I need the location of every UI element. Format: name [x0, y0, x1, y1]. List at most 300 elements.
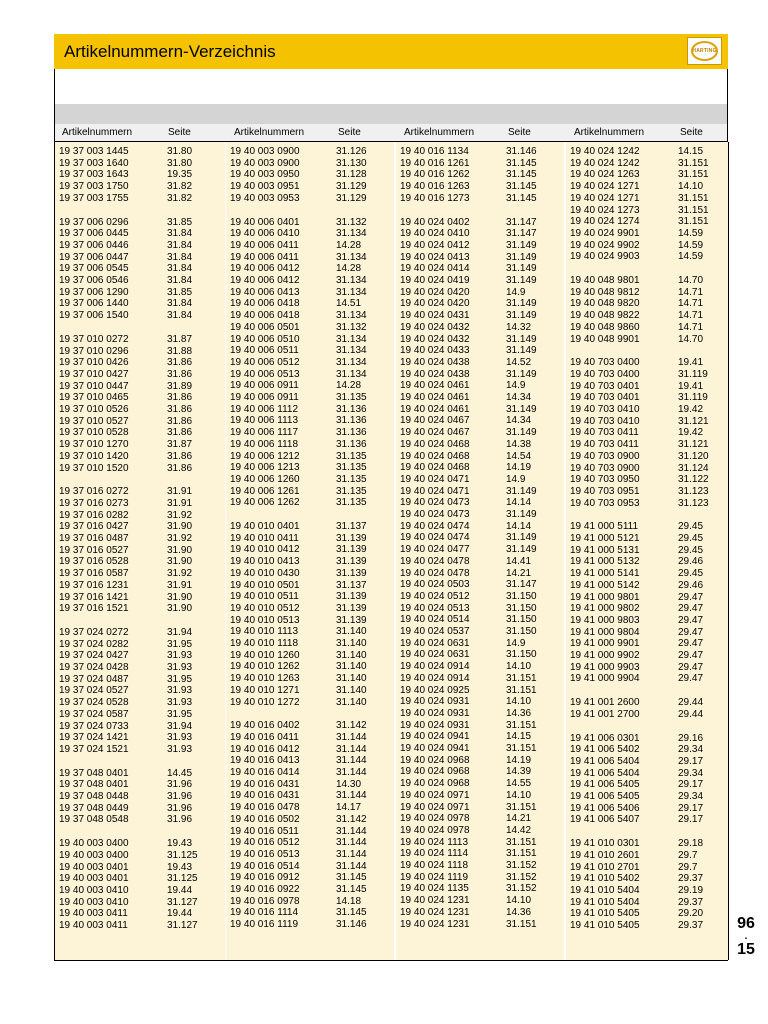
article-number: 19 37 024 0528: [59, 697, 129, 709]
article-number: 19 40 006 0911: [230, 380, 299, 392]
index-row: [226, 322, 394, 334]
article-number: 19 37 010 1420: [59, 450, 129, 462]
index-row: [566, 897, 728, 909]
index-row: [396, 509, 564, 521]
page-reference: 31.134: [336, 286, 367, 298]
article-number: 19 40 010 1113: [230, 626, 299, 638]
index-row: [226, 169, 394, 181]
article-number: 19 40 048 9812: [570, 286, 640, 298]
page-reference: 31.86: [167, 368, 193, 380]
article-number: 19 40 006 1260: [230, 473, 300, 485]
page-reference: 29.45: [678, 544, 704, 556]
page-reference: 31.139: [336, 591, 367, 603]
index-row: [566, 733, 728, 745]
index-row: [396, 919, 564, 931]
article-number: 19 40 006 1117: [230, 427, 299, 439]
page-reference: 19.42: [678, 404, 704, 415]
page-reference: 31.145: [506, 181, 537, 193]
article-number: 19 40 010 1262: [230, 661, 300, 673]
article-number: 19 40 024 0503: [400, 579, 470, 591]
index-row: [566, 673, 728, 685]
index-row: [226, 603, 394, 615]
page-reference: 31.94: [167, 626, 193, 638]
index-row: [566, 216, 728, 228]
page-reference: 31.84: [167, 251, 193, 263]
page-reference: 19.35: [167, 169, 193, 181]
index-row: [566, 205, 728, 217]
page-reference: 14.32: [506, 321, 532, 333]
index-row: [566, 709, 728, 721]
page-reference: 31.84: [167, 228, 193, 240]
page-reference: 31.135: [336, 473, 367, 485]
article-number: 19 40 024 9901: [570, 227, 640, 239]
index-row: [55, 674, 225, 686]
article-number: 19 41 010 5404: [570, 896, 640, 908]
page-reference: 14.14: [506, 520, 532, 532]
article-number: 19 40 006 0411: [230, 251, 299, 263]
index-row: [566, 404, 728, 416]
page-reference: 31.145: [336, 872, 367, 884]
article-number: 19 37 024 0527: [59, 685, 129, 697]
page-reference: 14.9: [506, 286, 526, 298]
index-row: [396, 720, 564, 732]
page-reference: 31.90: [167, 603, 193, 615]
page-reference: 14.51: [336, 298, 362, 310]
article-number: 19 40 024 0971: [400, 789, 470, 801]
index-row: [226, 380, 394, 392]
article-number: 19 40 703 0953: [570, 497, 640, 509]
page-reference: 31.144: [336, 731, 367, 743]
page-reference: 29.45: [678, 533, 704, 544]
page-reference: 14.71: [678, 298, 704, 310]
index-row: [566, 369, 728, 381]
article-number: 19 40 006 0410: [230, 228, 300, 240]
index-row: [396, 743, 564, 755]
index-row: [226, 439, 394, 451]
article-number: 19 37 010 0296: [59, 345, 129, 357]
article-number: 19 37 010 1270: [59, 439, 129, 451]
article-number: 19 40 006 0501: [230, 321, 300, 333]
article-number: 19 41 000 9803: [570, 614, 640, 626]
index-row: [226, 790, 394, 802]
index-row: [55, 392, 225, 404]
page-reference: 14.36: [506, 707, 532, 719]
article-number: 19 40 006 0513: [230, 368, 300, 380]
index-row: [226, 462, 394, 474]
article-number: 19 40 024 0914: [400, 672, 470, 684]
index-row: [226, 521, 394, 533]
index-row: [566, 357, 728, 369]
index-row: [566, 791, 728, 803]
article-number: 19 37 006 1290: [59, 286, 129, 298]
article-number: 19 40 024 0432: [400, 333, 470, 345]
article-number: 19 40 703 0411: [570, 427, 639, 439]
index-row: [396, 556, 564, 568]
page-reference: 31.151: [678, 169, 709, 181]
index-row: [55, 897, 225, 909]
page-reference: 31.144: [336, 743, 367, 755]
article-number: 19 37 006 0296: [59, 216, 129, 228]
article-number: 19 41 000 9801: [570, 591, 640, 603]
article-number: 19 37 010 0528: [59, 427, 129, 439]
article-number: 19 40 024 0478: [400, 567, 470, 579]
index-row: [566, 803, 728, 815]
article-number: 19 37 010 0427: [59, 368, 129, 380]
article-number: 19 40 024 0431: [400, 310, 470, 322]
page-reference: 29.16: [678, 732, 704, 744]
page-reference: 31.89: [167, 380, 193, 392]
article-number: 19 37 024 0427: [59, 650, 129, 662]
page-reference: 14.42: [506, 824, 532, 836]
page-reference: 31.149: [506, 532, 537, 544]
index-row: [55, 545, 225, 557]
article-number: 19 40 024 1118: [400, 860, 469, 871]
page-reference: 31.82: [167, 192, 193, 204]
page-reference: 29.46: [678, 556, 704, 568]
article-number: 19 40 703 0950: [570, 474, 640, 486]
article-number: 19 37 003 1445: [59, 146, 129, 157]
article-number: 19 41 006 0301: [570, 732, 640, 744]
page-reference: 14.71: [678, 286, 704, 298]
index-row: [396, 544, 564, 556]
index-row: [55, 627, 225, 639]
article-number: 19 37 010 0465: [59, 392, 129, 404]
index-row: [55, 650, 225, 662]
page-reference: 14.39: [506, 766, 532, 778]
article-number: 19 40 024 0971: [400, 801, 470, 813]
page-reference: 31.145: [506, 169, 537, 181]
page-reference: 31.130: [336, 157, 367, 169]
page-reference: 14.9: [506, 473, 526, 485]
index-row: [566, 287, 728, 299]
page-reference: 31.144: [336, 790, 367, 802]
page-reference: 31.134: [336, 333, 367, 345]
index-row: [566, 885, 728, 897]
page-reference: 31.139: [336, 556, 367, 568]
index-column-1: [54, 142, 225, 960]
article-number: 19 40 703 0400: [570, 368, 640, 380]
page-reference: 31.145: [336, 884, 367, 895]
index-row: [396, 696, 564, 708]
table-bottom-rule: [54, 960, 728, 961]
index-row: [396, 193, 564, 205]
page-reference: 31.135: [336, 497, 367, 509]
page-reference: 29.20: [678, 908, 704, 920]
page-reference: 31.150: [506, 590, 537, 602]
index-row: [566, 498, 728, 510]
index-row: [396, 813, 564, 825]
article-number: 19 40 010 1263: [230, 673, 300, 685]
page-reference: 31.151: [506, 743, 537, 754]
page-reference: 14.18: [336, 895, 362, 907]
article-number: 19 40 016 0502: [230, 813, 300, 825]
page-reference: 14.34: [506, 392, 532, 403]
article-number: 19 40 016 0922: [230, 884, 300, 895]
index-row: [226, 802, 394, 814]
page-reference: 29.37: [678, 920, 704, 931]
index-row: [55, 873, 225, 885]
index-row: [396, 883, 564, 895]
article-number: 19 40 010 0501: [230, 579, 300, 591]
article-number: 19 40 024 1231: [400, 918, 470, 930]
index-row: [226, 263, 394, 275]
page-reference: 14.28: [336, 380, 362, 392]
gray-band: [54, 104, 728, 124]
index-row: [55, 803, 225, 815]
article-number: 19 40 010 1118: [230, 638, 299, 649]
page-reference: 31.119: [678, 392, 708, 404]
index-row: [226, 919, 394, 931]
page-reference: 31.132: [336, 321, 367, 333]
article-number: 19 40 006 0511: [230, 345, 299, 357]
page-reference: 14.14: [506, 497, 532, 509]
page-reference: 31.150: [506, 614, 537, 626]
article-number: 19 40 024 0473: [400, 509, 470, 520]
page-reference: 31.121: [678, 439, 709, 451]
logo-icon: [691, 41, 718, 61]
page-reference: 31.119: [678, 368, 708, 380]
page-reference: 29.7: [678, 861, 698, 873]
index-row: [226, 345, 394, 357]
index-row: [55, 287, 225, 299]
article-number: 19 37 048 0449: [59, 802, 129, 814]
page-reference: 29.7: [678, 849, 698, 861]
article-number: 19 41 010 5402: [570, 873, 640, 885]
article-number: 19 40 024 0478: [400, 555, 470, 567]
index-row: [226, 615, 394, 627]
index-row: [226, 837, 394, 849]
article-number: 19 40 016 0402: [230, 720, 300, 732]
article-number: 19 41 000 9804: [570, 626, 640, 638]
page-reference: 31.149: [506, 403, 537, 415]
page-reference: 14.10: [506, 696, 532, 708]
article-number: 19 40 024 1114: [400, 848, 469, 860]
article-number: 19 37 006 0446: [59, 239, 129, 251]
page-reference: 31.136: [336, 438, 367, 450]
index-row: [566, 627, 728, 639]
index-row: [55, 416, 225, 428]
article-number: 19 40 024 0925: [400, 684, 470, 696]
page-reference: 14.10: [678, 181, 704, 193]
article-number: 19 40 024 0968: [400, 754, 470, 766]
article-number: 19 40 024 0468: [400, 462, 470, 474]
page-reference: 31.145: [336, 907, 367, 919]
article-number: 19 41 006 5405: [570, 791, 640, 802]
page-reference: 31.146: [336, 919, 367, 931]
index-row: [566, 240, 728, 252]
article-number: 19 40 024 0432: [400, 321, 470, 333]
page-reference: 31.92: [167, 533, 193, 544]
page-reference: 31.126: [336, 146, 367, 157]
index-row: [226, 884, 394, 896]
index-row: [226, 767, 394, 779]
page-reference: 31.92: [167, 509, 193, 521]
article-number: 19 40 003 0900: [230, 146, 300, 157]
article-number: 19 37 010 1520: [59, 462, 129, 474]
page-reference: 14.54: [506, 450, 532, 462]
index-row: [396, 895, 564, 907]
article-number: 19 40 024 0931: [400, 719, 470, 731]
article-number: 19 40 016 0431: [230, 778, 300, 790]
index-row: [566, 873, 728, 885]
article-number: 19 40 024 0512: [400, 590, 470, 602]
page-reference: 31.149: [506, 275, 537, 286]
article-number: 19 37 024 0282: [59, 638, 129, 650]
index-row: [566, 697, 728, 709]
page-reference: 31.80: [167, 146, 193, 157]
article-number: 19 37 003 1750: [59, 181, 129, 193]
index-row: [396, 392, 564, 404]
page-reference: 29.17: [678, 814, 704, 826]
page-reference: 31.136: [336, 403, 367, 415]
table-header: [54, 124, 728, 142]
article-number: 19 40 016 0978: [230, 895, 300, 907]
page-reference: 19.44: [167, 884, 193, 896]
article-number: 19 40 024 0420: [400, 298, 470, 310]
page-reference: 31.90: [167, 591, 193, 603]
page-number-bottom: 15: [737, 941, 755, 958]
page-reference: 14.21: [506, 813, 532, 825]
article-number: 19 40 048 9801: [570, 275, 640, 286]
index-row: [396, 731, 564, 743]
index-row: [55, 240, 225, 252]
article-number: 19 40 703 0410: [570, 404, 640, 415]
index-row: [566, 862, 728, 874]
index-row: [566, 650, 728, 662]
article-number: 19 40 024 0474: [400, 532, 470, 544]
index-row: [396, 568, 564, 580]
index-row: [55, 298, 225, 310]
page-reference: 31.151: [678, 192, 709, 204]
page-reference: 31.84: [167, 239, 193, 251]
index-row: [226, 451, 394, 463]
article-number: 19 40 024 0978: [400, 824, 470, 836]
article-number: 19 40 024 0412: [400, 239, 470, 251]
article-number: 19 40 703 0411: [570, 439, 639, 451]
article-number: 19 40 024 0473: [400, 497, 470, 509]
index-row: [226, 661, 394, 673]
article-number: 19 40 048 9901: [570, 333, 640, 345]
header-artikelnummern: Artikelnummern: [574, 127, 645, 138]
index-row: [226, 907, 394, 919]
page-reference: 14.71: [678, 321, 704, 333]
page-reference: 31.93: [167, 685, 193, 697]
index-row: [566, 251, 728, 263]
index-row: [226, 533, 394, 545]
blank-band: [54, 69, 728, 104]
article-number: 19 37 024 0428: [59, 662, 129, 673]
index-row: [55, 275, 225, 287]
index-row: [396, 439, 564, 451]
page-reference: 31.151: [506, 918, 537, 930]
article-number: 19 40 010 0401: [230, 521, 300, 532]
page-reference: 29.34: [678, 791, 704, 802]
page-reference: 31.122: [678, 474, 709, 486]
page-reference: 31.121: [678, 415, 709, 427]
index-row: [226, 334, 394, 346]
page-reference: 31.151: [678, 157, 709, 169]
article-number: 19 41 001 2700: [570, 708, 640, 720]
page-reference: 29.19: [678, 884, 704, 896]
page-reference: 31.149: [506, 333, 537, 345]
page-reference: 31.140: [336, 696, 367, 708]
page-reference: 31.134: [336, 228, 367, 240]
index-row: [396, 334, 564, 346]
article-number: 19 41 000 5121: [570, 533, 640, 544]
index-row: [226, 580, 394, 592]
article-number: 19 40 006 0411: [230, 239, 299, 251]
page-reference: 14.70: [678, 275, 704, 286]
page-reference: 31.149: [506, 544, 537, 556]
article-number: 19 40 006 0413: [230, 286, 300, 298]
index-row: [55, 228, 225, 240]
article-number: 19 37 010 0426: [59, 357, 129, 369]
index-row: [396, 228, 564, 240]
index-row: [226, 146, 394, 158]
article-number: 19 37 048 0401: [59, 779, 129, 791]
page-reference: 14.45: [167, 767, 193, 779]
article-number: 19 40 006 0512: [230, 356, 300, 368]
page-reference: 31.88: [167, 345, 193, 357]
index-row: [55, 521, 225, 533]
page-reference: 14.71: [678, 310, 704, 322]
index-row: [55, 744, 225, 756]
article-number: 19 40 010 0413: [230, 556, 300, 568]
article-number: 19 40 048 9860: [570, 321, 640, 333]
index-row: [55, 357, 225, 369]
index-row: [55, 158, 225, 170]
page-reference: 31.93: [167, 743, 193, 755]
page-reference: 14.15: [506, 731, 532, 743]
index-row: [55, 639, 225, 651]
index-row: [566, 381, 728, 393]
article-number: 19 40 006 1118: [230, 438, 299, 450]
article-number: 19 40 010 1272: [230, 696, 300, 708]
page-title: Artikelnummern-Verzeichnis: [64, 42, 276, 61]
page-reference: 31.134: [336, 275, 367, 286]
article-number: 19 40 010 0512: [230, 602, 300, 614]
article-number: 19 40 003 0401: [59, 873, 129, 885]
article-number: 19 41 000 5141: [570, 568, 640, 580]
index-row: [226, 287, 394, 299]
index-row: [55, 685, 225, 697]
page-reference: 29.46: [678, 579, 704, 591]
index-row: [396, 240, 564, 252]
page-reference: 31.137: [336, 521, 367, 532]
article-number: 19 37 024 0733: [59, 720, 129, 732]
index-row: [396, 217, 564, 229]
index-row: [55, 885, 225, 897]
page-reference: 14.17: [336, 802, 362, 814]
index-row: [226, 556, 394, 568]
page-reference: 19.42: [678, 427, 704, 439]
page-reference: 31.152: [506, 871, 537, 883]
header-artikelnummern: Artikelnummern: [62, 127, 133, 138]
index-row: [396, 802, 564, 814]
index-row: [566, 275, 728, 287]
page-reference: 31.95: [167, 708, 193, 720]
article-number: 19 41 000 5132: [570, 556, 640, 568]
page-reference: 14.36: [506, 906, 532, 918]
page-reference: 31.142: [336, 813, 367, 825]
article-number: 19 40 003 0411: [59, 920, 128, 931]
page-reference: 31.128: [336, 169, 367, 181]
page-reference: 31.139: [336, 544, 367, 556]
page-reference: 31.134: [336, 368, 367, 380]
index-row: [226, 544, 394, 556]
page-reference: 31.90: [167, 544, 193, 556]
page-reference: 14.19: [506, 754, 532, 766]
